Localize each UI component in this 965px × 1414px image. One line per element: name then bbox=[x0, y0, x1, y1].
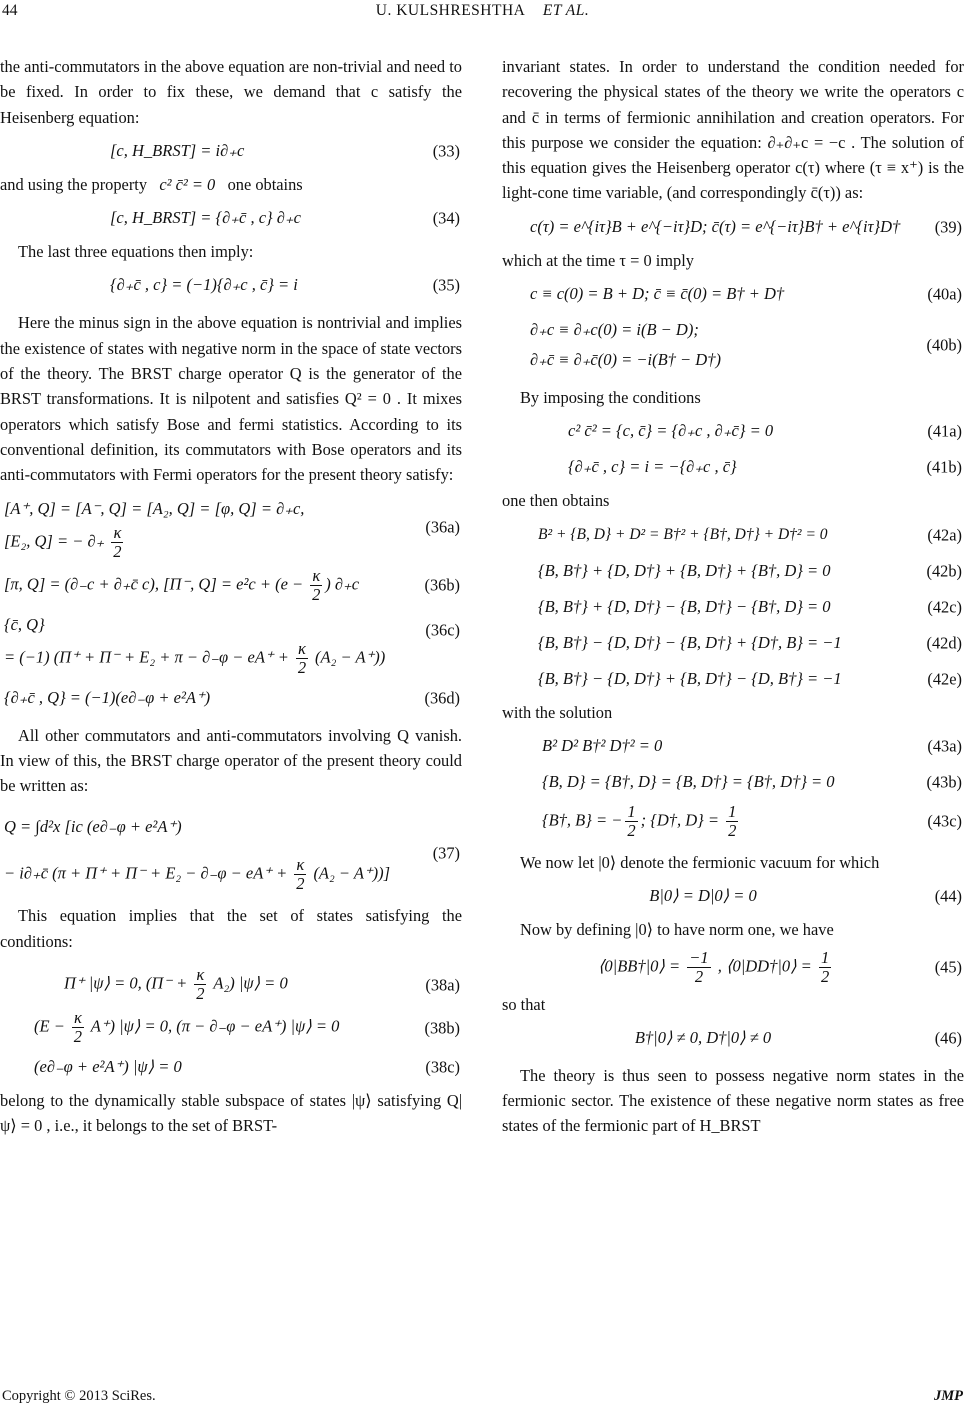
equation-body: {∂₊c̄ , c} = i = −{∂₊c , c̄} bbox=[568, 457, 737, 477]
paragraph: one then obtains bbox=[502, 491, 610, 511]
equation-42e bbox=[502, 664, 964, 694]
equation-body: c ≡ c(0) = B + D; c̄ ≡ c̄(0) = B† + D† bbox=[530, 284, 785, 304]
equation-number: (40b) bbox=[926, 335, 962, 355]
paragraph: By imposing the conditions bbox=[520, 388, 701, 408]
right-column bbox=[502, 54, 964, 1139]
equation-35 bbox=[0, 270, 462, 300]
equation-44 bbox=[502, 881, 964, 911]
equation-number: (38c) bbox=[425, 1057, 460, 1077]
equation-number: (43c) bbox=[927, 811, 962, 831]
equation-number: (38b) bbox=[424, 1017, 460, 1037]
equation-body: {B, D} = {B†, D} = {B, D†} = {B†, D†} = 0 bbox=[542, 771, 835, 791]
paragraph: Now by defining |0⟩ to have norm one, we have bbox=[520, 920, 834, 940]
paragraph: belong to the dynamically stable subspace of states |ψ⟩ satisfying Q|ψ⟩ = 0 , i.e., it belongs to the set of BRST- bbox=[0, 1091, 462, 1136]
running-head bbox=[0, 2, 965, 20]
equation-42b bbox=[502, 556, 964, 586]
equation-number: (33) bbox=[432, 141, 460, 161]
equation-number: (37) bbox=[432, 843, 460, 863]
equation-number: (44) bbox=[934, 886, 962, 906]
equation-number: (42a) bbox=[927, 525, 962, 545]
equation-36d bbox=[0, 683, 462, 713]
equation-body: B|0⟩ = D|0⟩ = 0 bbox=[649, 886, 757, 906]
equation-body: B² + {B, D} + D² = B†² + {B†, D†} + D†² = 0 bbox=[538, 525, 828, 543]
equation-body: [c, H_BRST] = i∂₊c bbox=[110, 140, 245, 160]
equation-number: (46) bbox=[934, 1028, 962, 1048]
equation-39 bbox=[502, 212, 964, 242]
equation-36c: {c̄, Q} = (−1) (Π⁺ + Π⁻ + E₂ + π − ∂₋φ − eA⁺ + $\frac{\kappa}{2}$ (A₂ − A⁺)) (36c) bbox=[4, 614, 460, 677]
equation-number: (42b) bbox=[926, 561, 962, 581]
paragraph: The last three equations then imply: bbox=[18, 242, 254, 262]
equation-number: (36a) bbox=[425, 517, 460, 537]
paragraph: which at the time τ = 0 imply bbox=[502, 250, 694, 270]
paragraph: We now let |0⟩ denote the fermionic vacuum for which bbox=[520, 852, 880, 872]
page-number: 44 bbox=[2, 2, 18, 19]
equation-33 bbox=[0, 136, 462, 166]
equation-number: (43b) bbox=[926, 772, 962, 792]
equation-43b bbox=[502, 767, 964, 797]
equation-46 bbox=[502, 1023, 964, 1053]
equation-number: (36d) bbox=[424, 687, 460, 707]
equation-36b: [π, Q] = (∂₋c + ∂₊c̄ c), [Π⁻, Q] = e²c + (e − $\frac{\kappa}{2}$ ) ∂₊c (36b) bbox=[4, 565, 460, 604]
equation-number: (36b) bbox=[424, 575, 460, 595]
paragraph: The theory is thus seen to possess negative norm states in the fermionic sector. The existence of these negative norm states as free states of the fermionic part of H_BRST bbox=[502, 1065, 964, 1136]
left-column bbox=[0, 54, 462, 1139]
equation-body: {B, B†} − {D, D†} − {B, D†} + {D†, B} = −1 bbox=[538, 632, 842, 652]
equation-45: ⟨0|BB†|0⟩ = $\frac{-1}{2}$ , ⟨0|DD†|0⟩ = $\frac{1}{2}$ (45) bbox=[598, 947, 962, 986]
equation-body: {∂₊c̄ , c} = (−1){∂₊c , c̄} = i bbox=[110, 275, 298, 295]
journal-name: JMP bbox=[934, 1388, 963, 1404]
paragraph: invariant states. In order to understand the condition needed for recovering the physical states of the theory we write the operators c and c̄ in terms of fermionic annihilation and creation operators. For this purpose we consider the equation: ∂₊∂₊c = −c . The solution of this equation gives the Heisenberg operator c(τ) where (τ ≡ x⁺) is the light-cone time variable, (and correspondingly c̄(τ)) as: bbox=[502, 57, 964, 203]
et-al: ET AL. bbox=[542, 2, 590, 19]
page-header bbox=[0, 0, 965, 30]
equation-43c: {B†, B} = − $\frac{1}{2}$ ; {D†, D} = $\frac{1}{2}$ (43c) bbox=[542, 801, 962, 840]
author-name: U. KULSHRESHTHA bbox=[375, 2, 526, 19]
equation-number: (38a) bbox=[425, 974, 460, 994]
equation-42a bbox=[502, 520, 964, 550]
equation-38a: Π⁺ |ψ⟩ = 0, (Π⁻ + $\frac{\kappa}{2}$ A₂) |ψ⟩ = 0 (38a) bbox=[64, 965, 460, 1004]
copyright: Copyright © 2013 SciRes. bbox=[2, 1388, 156, 1404]
paragraph: the anti-commutators in the above equation are non-trivial and need to be fixed. In order to fix these, we demand that c satisfy the Heisenberg equation: bbox=[0, 57, 462, 127]
equation-number: (42c) bbox=[927, 597, 962, 617]
paragraph: with the solution bbox=[502, 702, 613, 722]
equation-42d bbox=[502, 628, 964, 658]
equation-number: (34) bbox=[432, 208, 460, 228]
equation-34 bbox=[0, 203, 462, 233]
equation-number: (43a) bbox=[927, 736, 962, 756]
paragraph: Here the minus sign in the above equation is nontrivial and implies the existence of states with negative norm in the space of state vectors of the theory. The BRST charge operator Q is the generator of the BRST transformations. It is nilpotent and satisfies Q² = 0 . It mixes operators which satisfy Bose and fermi statistics. According to its conventional definition, its commutators with Bose operators and its anti-commutators with Fermi operators for the present theory satisfy: bbox=[0, 313, 462, 485]
equation-42c bbox=[502, 592, 964, 622]
equation-body: [c, H_BRST] = {∂₊c̄ , c} ∂₊c bbox=[110, 208, 301, 228]
equation-body: {B, B†} + {D, D†} − {B, D†} − {B†, D} = 0 bbox=[538, 596, 831, 616]
equation-number: (40a) bbox=[927, 284, 962, 304]
equation-36a: [A⁺, Q] = [A⁻, Q] = [A₂, Q] = [φ, Q] = ∂₊c, [E₂, Q] = − ∂₊ $\frac{\kappa}{2}$ (36a) bbox=[4, 498, 460, 561]
equation-40a bbox=[502, 279, 964, 309]
equation-number: (39) bbox=[934, 217, 962, 237]
paragraph: This equation implies that the set of states satisfying the conditions: bbox=[0, 906, 462, 951]
equation-body: {B, B†} + {D, D†} + {B, D†} + {B†, D} = 0 bbox=[538, 560, 831, 580]
paragraph: so that bbox=[502, 994, 546, 1014]
equation-41a bbox=[502, 416, 964, 446]
equation-37: Q = ∫d²x [ic (e∂₋φ + e²A⁺) − i∂₊c̄ (π + Π⁺ + Π⁻ + E₂ − ∂₋φ − eA⁺ + $\frac{\kappa}{2}$ (A₂ − A⁺))] (37) bbox=[4, 817, 460, 894]
paragraph: All other commutators and anti-commutators involving Q vanish. In view of this, the BRST charge operator of the present theory could be written as: bbox=[0, 725, 462, 796]
equation-number: (42e) bbox=[927, 669, 962, 689]
equation-number: (45) bbox=[934, 957, 962, 977]
equation-body: B² D² B†² D†² = 0 bbox=[542, 735, 663, 755]
equation-number: (41a) bbox=[927, 421, 962, 441]
equation-41b bbox=[502, 452, 964, 482]
equation-number: (36c) bbox=[425, 620, 460, 640]
equation-number: (42d) bbox=[926, 633, 962, 653]
equation-body: c² c̄² = {c, c̄} = {∂₊c , ∂₊c̄} = 0 bbox=[568, 421, 774, 441]
paragraph: and using the property c² c̄² = 0 one obtains bbox=[0, 174, 303, 194]
equation-38b: (E − $\frac{\kappa}{2}$ A⁺) |ψ⟩ = 0, (π − ∂₋φ − eA⁺) |ψ⟩ = 0 (38b) bbox=[34, 1008, 460, 1047]
equation-38c bbox=[0, 1052, 462, 1082]
equation-body: B†|0⟩ ≠ 0, D†|0⟩ ≠ 0 bbox=[634, 1027, 772, 1047]
equation-40b: ∂₊c ≡ ∂₊c(0) = i(B − D); ∂₊c̄ ≡ ∂₊c̄(0) = −i(B† − D†) (40b) bbox=[530, 320, 962, 370]
equation-body: (e∂₋φ + e²A⁺) |ψ⟩ = 0 bbox=[34, 1057, 182, 1077]
equation-body: c(τ) = e^{iτ}B + e^{−iτ}D; c̄(τ) = e^{−iτ}B† + e^{iτ}D† bbox=[530, 216, 901, 236]
equation-43a bbox=[502, 731, 964, 761]
equation-body: {∂₊c̄ , Q} = (−1)(e∂₋φ + e²A⁺) bbox=[4, 687, 211, 707]
equation-number: (41b) bbox=[926, 457, 962, 477]
equation-number: (35) bbox=[432, 275, 460, 295]
equation-body: {B, B†} − {D, D†} + {B, D†} − {D, B†} = −1 bbox=[538, 668, 842, 688]
